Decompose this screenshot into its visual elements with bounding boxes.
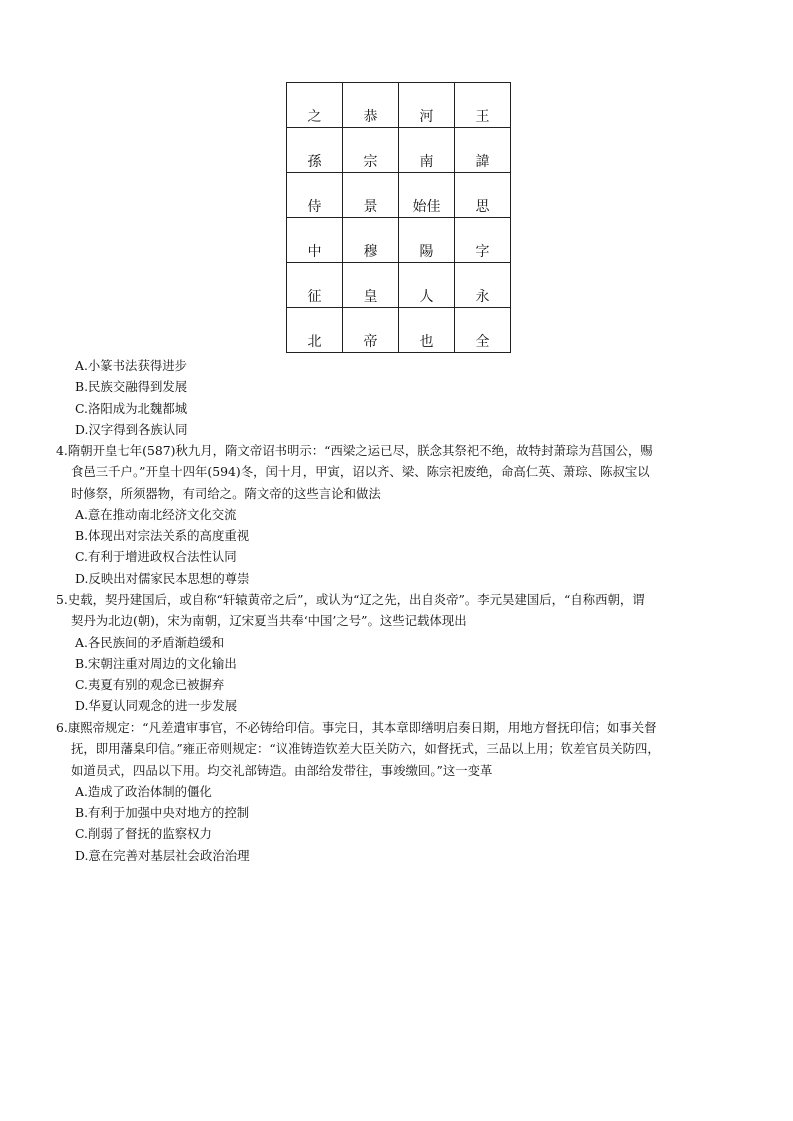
option-c: C.洛阳成为北魏都城 [75,400,188,416]
question-stem-line: 食邑三千户。”开皇十四年(594)冬，闰十月，甲寅，诏以齐、梁、陈宗祀废绝，命高仁英、萧琮、陈叔宝以 [71,464,650,480]
question-stem-line: 时修祭，所须器物，有司给之。隋文帝的这些言论和做法 [71,485,381,501]
option-a: A.各民族间的矛盾渐趋缓和 [75,634,225,650]
option-d: D.反映出对儒家民本思想的尊崇 [75,570,250,586]
option-d: D.汉字得到各族认同 [75,421,188,437]
grid-cell: 侍 [287,173,343,218]
grid-cell: 穆 [343,218,399,263]
grid-cell: 中 [287,218,343,263]
grid-cell: 皇 [343,263,399,308]
grid-row [287,218,511,263]
question-stem-line: 6.康熙帝规定：“凡差遣审事官，不必铸给印信。事完日，其本章即缮明启奏日期，用地方督抚印信；如事关督 [56,720,657,735]
grid-cell: 帝 [343,308,399,353]
option-a: A.小篆书法获得进步 [75,358,188,373]
question-4 [56,440,653,589]
grid-cell: 永 [455,263,511,308]
option-c: C.有利于增进政权合法性认同 [75,549,237,565]
grid-cell: 宗 [343,128,399,173]
grid-cell: 景 [343,173,399,218]
grid-cell: 陽 [399,218,455,263]
grid-row [287,83,511,128]
question-stem-line: 如道员式，四品以下用。均交礼部铸造。由部给发带往，事竣缴回。”这一变革 [71,762,493,778]
grid-cell: 諱 [455,128,511,173]
grid-cell: 河 [399,83,455,128]
option-d: D.意在完善对基层社会政治治理 [75,847,250,863]
option-c: C.夷夏有别的观念已被摒弃 [75,677,225,693]
grid-cell: 人 [399,263,455,308]
grid-cell: 征 [287,263,343,308]
question-stem-line: 抚，即用藩臬印信。”雍正帝则规定：“议准铸造钦差大臣关防六，如督抚式，三品以上用；钦差官员关防四， [71,741,660,757]
grid-row [287,308,511,353]
question-6 [56,717,660,866]
grid-cell: 孫 [287,128,343,173]
grid-cell: 始佳 [399,173,455,218]
grid-row [287,263,511,308]
grid-cell: 思 [455,173,511,218]
grid-row [287,173,511,218]
option-a: A.意在推动南北经济文化交流 [75,506,237,522]
option-b: B.宋朝注重对周边的文化输出 [75,655,237,671]
option-b: B.有利于加强中央对地方的控制 [75,805,250,821]
grid-cell: 北 [287,308,343,353]
option-c: C.削弱了督抚的监察权力 [75,826,212,842]
option-b: B.民族交融得到发展 [75,379,188,395]
question-stem-line: 4.隋朝开皇七年(587)秋九月，隋文帝诏书明示：“西梁之运已尽，朕念其祭祀不绝，故特封萧琮为莒国公，赐 [56,443,653,458]
grid-cell: 也 [399,308,455,353]
question-5 [56,589,645,717]
option-d: D.华夏认同观念的进一步发展 [75,698,238,714]
grid-cell: 全 [455,308,511,353]
question-stem-line: 5.史载，契丹建国后，或自称“轩辕黄帝之后”，或认为“辽之先，出自炎帝”。李元昊建国后，“自称西朝，谓 [56,592,645,607]
grid-cell: 字 [455,218,511,263]
grid-cell: 之 [287,83,343,128]
inscription-grid [286,82,511,353]
grid-row [287,128,511,173]
grid-cell: 王 [455,83,511,128]
option-a: A.造成了政治体制的僵化 [75,783,212,799]
grid-cell: 南 [399,128,455,173]
question-3 [56,355,188,440]
grid-cell: 恭 [343,83,399,128]
question-stem-line: 契丹为北边(朝)，宋为南朝，辽宋夏当共奉‘中国’之号”。这些记载体现出 [71,613,467,629]
option-b: B.体现出对宗法关系的高度重视 [75,528,250,544]
